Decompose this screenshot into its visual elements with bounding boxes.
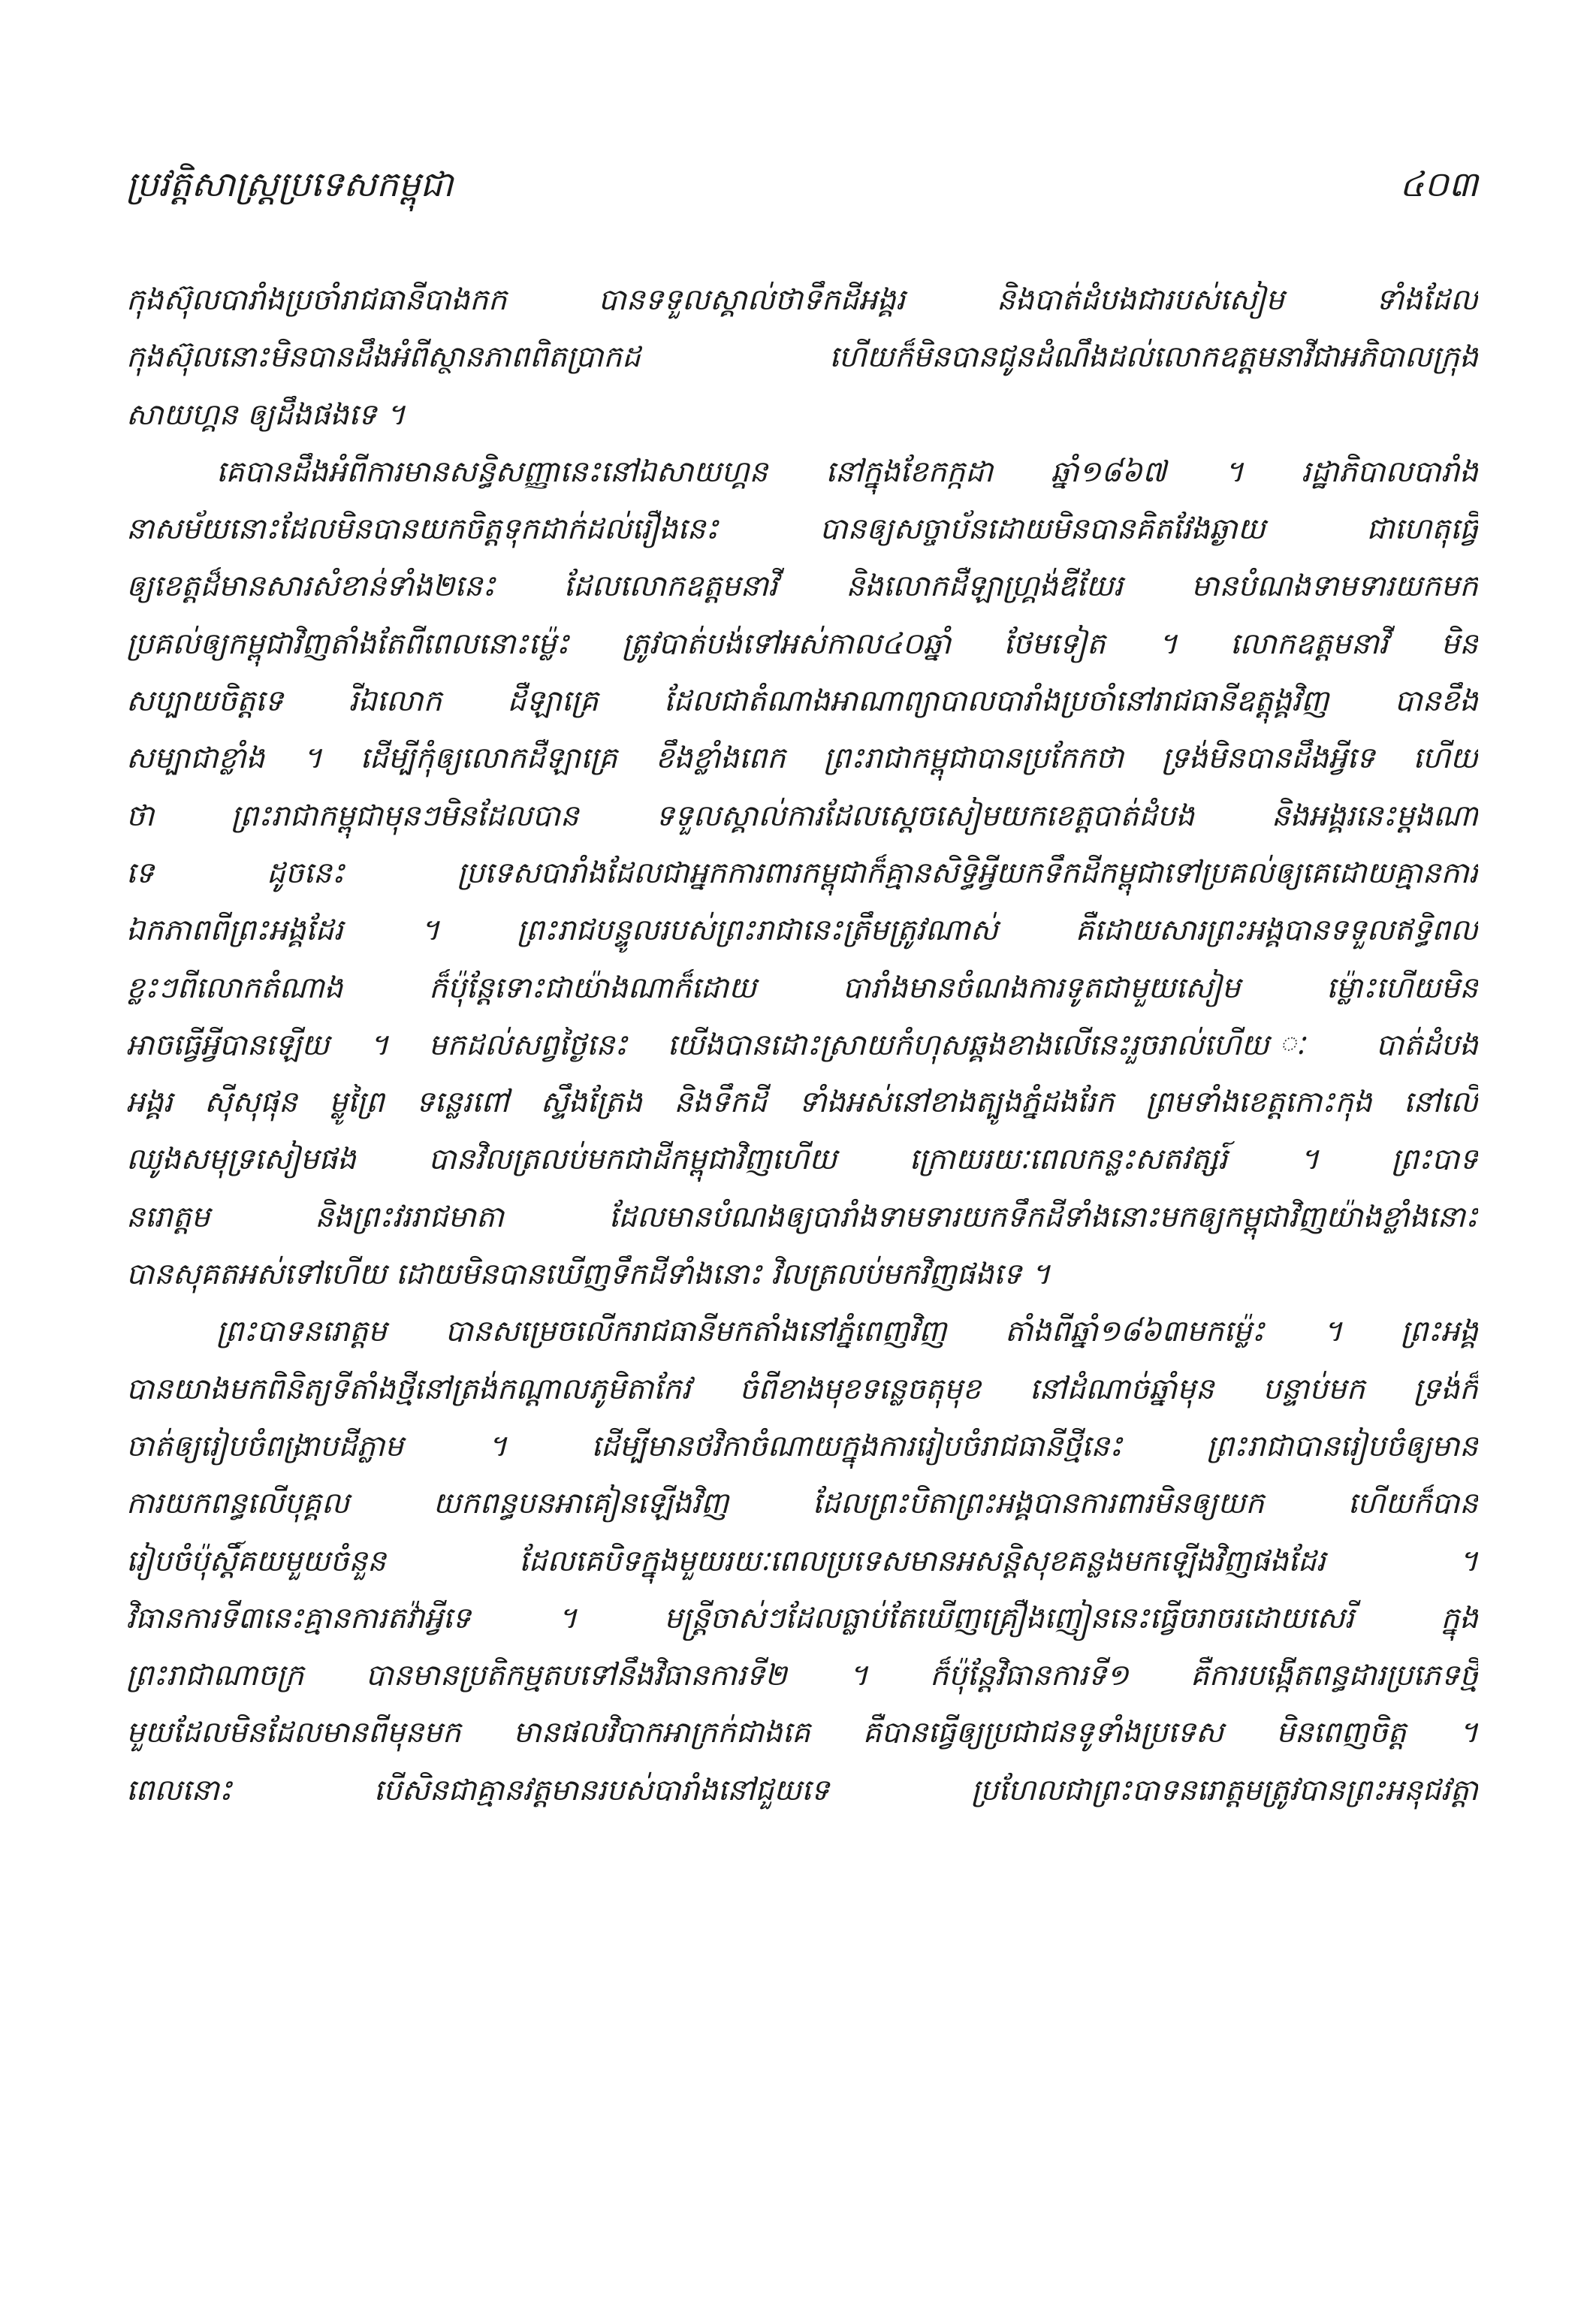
text-line: កុងស៊ុលបារាំងប្រចាំរាជធានីបាងកក បានទទួលស្គាល់ថាទឹកដីអង្គរ និងបាត់ដំបងជារបស់សៀម ទាំងដែល	[126, 283, 1478, 317]
text-line: នាសម័យនោះដែលមិនបានយកចិត្តទុកដាក់ដល់រឿងនេះ បានឲ្យសច្ចាប័នដោយមិនបានគិតវែងឆ្ងាយ ជាហេតុធ្វើ	[126, 512, 1478, 547]
text-line: កុងស៊ុលនោះមិនបានដឹងអំពីស្ថានភាពពិតប្រាកដ ហើយក៏មិនបានជូនដំណឹងដល់លោកឧត្តមនាវីជាអភិបាលក្រុង	[126, 340, 1478, 375]
text-line: បានយាងមកពិនិត្យទីតាំងថ្មីនៅត្រង់កណ្តាលភូមិតាកែវ ចំពីខាងមុខទន្លេចតុមុខ នៅដំណាច់ឆ្នាំមុន បន្ទាប់មក ទ្រង់ក៏	[126, 1372, 1478, 1406]
page-number: ៤០៣	[1399, 164, 1478, 204]
book-title: ប្រវត្តិសាស្ត្រប្រទេសកម្ពុជា	[126, 164, 454, 204]
running-header	[126, 154, 1478, 214]
text-line: គេបានដឹងអំពីការមានសន្ធិសញ្ញានេះនៅឯសាយហ្គន នៅក្នុងខែកក្កដា ឆ្នាំ១៨៦៧ ។ រដ្ឋាភិបាលបារាំង	[216, 454, 1478, 489]
text-line: ទេ ដូចនេះ ប្រទេសបារាំងដែលជាអ្នកការពារកម្ពុជាក៏គ្មានសិទ្ធិអ្វីយកទឹកដីកម្ពុជាទៅប្រគល់ឲ្យគេដោយគ្មានការ	[126, 856, 1478, 890]
text-line: ខ្លះៗពីលោកតំណាង ក៏ប៉ុន្តែទោះជាយ៉ាងណាក៏ដោយ បារាំងមានចំណងការទូតជាមួយសៀម ម៉្លោះហើយមិន	[126, 971, 1478, 1005]
text-line: ឲ្យខេត្តដ៏មានសារសំខាន់ទាំង២នេះ ដែលលោកឧត្តមនាវី និងលោកដឺឡាហ្គ្រង់ឌីយែរ មានបំណងទាមទារយកមក	[126, 569, 1478, 604]
text-line: ការយកពន្ធលើបុគ្គល យកពន្ធបនអាគៀនឡើងវិញ ដែលព្រះបិតាព្រះអង្គបានការពារមិនឲ្យយក ហើយក៏បាន	[126, 1487, 1478, 1521]
text-line: អង្គរ ស៊ីសុផុន ម្លូព្រៃ ទន្លេរពៅ ស្ទឹងត្រែង និងទឹកដី ទាំងអស់នៅខាងត្បូងភ្នំដងរែក ព្រមទាំងខេត្តកោះកុង នៅលើ	[126, 1086, 1478, 1120]
text-line: ព្រះរាជាណាចក្រ បានមានប្រតិកម្មតបទៅនឹងវិធានការទី២ ។ ក៏ប៉ុន្តែវិធានការទី១ គឺការបង្កើតពន្ធដារប្រភេទថ្មី	[126, 1659, 1478, 1693]
text-line: សម្បាជាខ្លាំង ។ ដើម្បីកុំឲ្យលោកដឺឡាគ្រេ ខឹងខ្លាំងពេក ព្រះរាជាកម្ពុជាបានប្រកែកថា ទ្រង់មិនបានដឹងអ្វីទេ ហើយ	[126, 741, 1478, 776]
text-line: ព្រះបាទនរោត្តម បានសម្រេចលើករាជធានីមកតាំងនៅភ្នំពេញវិញ តាំងពីឆ្នាំ១៨៦៣មកម៉្លេះ ។ ព្រះអង្គ	[216, 1315, 1478, 1349]
text-line: អាចធ្វើអ្វីបានឡើយ ។ មកដល់សព្វថ្ងៃនេះ យើងបានដោះស្រាយកំហុសឆ្គងខាងលើនេះរួចរាល់ហើយ ៈ បាត់ដំបង	[126, 1028, 1478, 1062]
text-line: ឯកភាពពីព្រះអង្គដែរ ។ ព្រះរាជបន្ទូលរបស់ព្រះរាជានេះត្រឹមត្រូវណាស់ គឺដោយសារព្រះអង្គបានទទួលឥទ្ធិពល	[126, 913, 1478, 948]
text-line: ថា ព្រះរាជាកម្ពុជាមុនៗមិនដែលបាន ទទួលស្គាល់ការដែលស្តេចសៀមយកខេត្តបាត់ដំបង និងអង្គរនេះម្តងណា	[126, 799, 1478, 833]
text-line: ឈូងសមុទ្រសៀមផង បានវិលត្រលប់មកជាដីកម្ពុជាវិញហើយ ក្រោយរយៈពេលកន្លះសតវត្សរ៍ ។ ព្រះបាទ	[126, 1143, 1478, 1177]
text-line: សាយហ្គន ឲ្យដឹងផងទេ ។	[126, 397, 406, 432]
text-line: ប្រគល់ឲ្យកម្ពុជាវិញតាំងតែពីពេលនោះម៉្លេះ ត្រូវបាត់បង់ទៅអស់កាល៤០ឆ្នាំ ថែមទៀត ។ លោកឧត្តមនាវី មិន	[126, 627, 1478, 661]
text-line: ចាត់ឲ្យរៀបចំពង្រាបដីភ្លាម ។ ដើម្បីមានថវិកាចំណាយក្នុងការរៀបចំរាជធានីថ្មីនេះ ព្រះរាជាបានរៀបចំឲ្យមាន	[126, 1429, 1478, 1463]
text-line: បានសុគតអស់ទៅហើយ ដោយមិនបានឃើញទឹកដីទាំងនោះ វិលត្រលប់មកវិញផងទេ ។	[126, 1258, 1051, 1292]
text-line: សប្បាយចិត្តទេ រីឯលោក ដឺឡាគ្រេ ដែលជាតំណាងអាណាព្យាបាលបារាំងប្រចាំនៅរាជធានីឧត្តុង្គវិញ បានខឹង	[126, 684, 1478, 719]
text-line: ពេលនោះ បើសិនជាគ្មានវត្តមានរបស់បារាំងនៅជួយទេ ប្រហែលជាព្រះបាទនរោត្តមត្រូវបានព្រះអនុជវត្តា	[126, 1773, 1478, 1807]
text-line: នរោត្តម និងព្រះវររាជមាតា ដែលមានបំណងឲ្យបារាំងទាមទារយកទឹកដីទាំងនោះមកឲ្យកម្ពុជាវិញយ៉ាងខ្លាំងនោះ	[126, 1200, 1478, 1234]
text-line: មួយដែលមិនដែលមានពីមុនមក មានផលវិបាកអាក្រក់ជាងគេ គឺបានធ្វើឲ្យប្រជាជនទូទាំងប្រទេស មិនពេញចិត្ត ។	[126, 1716, 1478, 1750]
text-line: រៀបចំប៉ុស្តិ៍គយមួយចំនួន ដែលគេបិទក្នុងមួយរយៈពេលប្រទេសមានអសន្តិសុខគន្លងមកឡើងវិញផងដែរ ។	[126, 1544, 1478, 1578]
text-line: វិធានការទី៣នេះគ្មានការតវ៉ាអ្វីទេ ។ មន្ត្រីចាស់ៗដែលធ្លាប់តែឃើញគ្រឿងញៀននេះធ្វើចរាចរដោយសេរី ក្នុង	[126, 1601, 1478, 1635]
body-text	[126, 272, 1478, 1819]
